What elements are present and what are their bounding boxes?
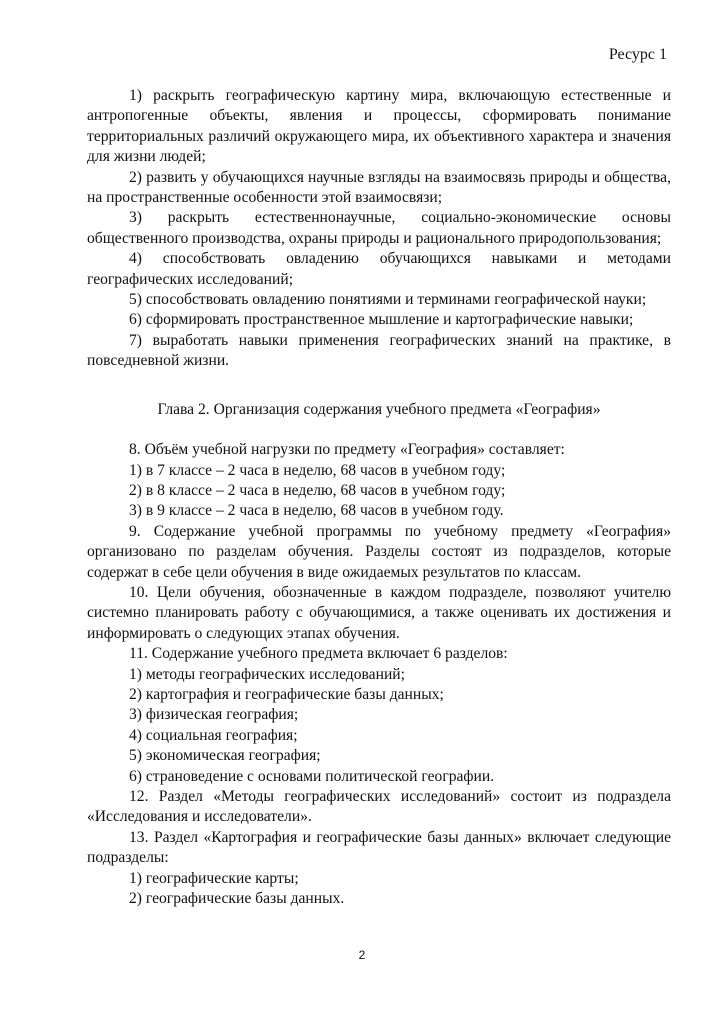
list-item: 3) физическая география; — [129, 706, 299, 724]
list-item: 1) географические карты; — [129, 869, 299, 887]
list-item: 2) в 8 классе – 2 часа в неделю, 68 часов в учебном году; — [129, 481, 506, 499]
goal-item: 3) раскрыть естественнонаучные, социально-экономические основы общественного производства, охраны природы и рационального природопользования; — [87, 209, 671, 247]
paragraph: 13. Раздел «Картография и географические базы данных» включает следующие подразделы: — [87, 828, 671, 867]
resource-label: Ресурс 1 — [608, 46, 667, 63]
list-item: 1) методы географических исследований; — [129, 665, 405, 683]
page-number: 2 — [358, 948, 366, 962]
list-item: 6) страноведение с основами политической географии. — [129, 767, 495, 785]
goal-item: 6) сформировать пространственное мышление и картографические навыки; — [129, 311, 634, 329]
list-item: 2) картография и географические базы данных; — [129, 685, 444, 703]
goal-item: 2) развить у обучающихся научные взгляды на взаимосвязь природы и общества, на пространственные особенности этой взаимосвязи; — [87, 168, 671, 207]
chapter-heading: Глава 2. Организация содержания учебного предмета «География» — [157, 400, 601, 418]
paragraph: 10. Цели обучения, обозначенные в каждом подразделе, позволяют учителю системно планировать работу с обучающимися, а также оценивать их достижения и информировать о следующих этапах обучения. — [87, 583, 671, 642]
list-item: 1) в 7 классе – 2 часа в неделю, 68 часов в учебном году; — [129, 461, 506, 479]
goal-item: 5) способствовать овладению понятиями и терминами географической науки; — [129, 291, 647, 309]
list-item: 3) в 9 классе – 2 часа в неделю, 68 часов в учебном году. — [129, 502, 504, 520]
goal-item: 1) раскрыть географическую картину мира, включающую естественные и антропогенные объекты, явления и процессы, сформировать понимание территориальных различий окружающего мира, их объективного характера и значения для жизни людей; — [87, 87, 671, 166]
goal-item: 4) способствовать овладению обучающихся навыками и методами географических исследований; — [87, 250, 671, 288]
goal-item: 7) выработать навыки применения географических знаний на практике, в повседневной жизни. — [87, 331, 671, 370]
paragraph: 9. Содержание учебной программы по учебному предмету «География» организовано по разделам обучения. Разделы состоят из подразделов, которые содержат в себе цели обучения в виде ожидаемых результатов по классам. — [87, 522, 671, 581]
paragraph: 8. Объём учебной нагрузки по предмету «География» составляет: — [129, 441, 565, 459]
document-body — [87, 86, 671, 909]
list-item: 4) социальная география; — [129, 726, 298, 744]
paragraph: 12. Раздел «Методы географических исследований» состоит из подраздела «Исследования и исследователи». — [87, 788, 671, 826]
paragraph: 11. Содержание учебного предмета включает 6 разделов: — [129, 645, 508, 663]
list-item: 5) экономическая география; — [129, 747, 321, 765]
list-item: 2) географические базы данных. — [129, 890, 345, 908]
